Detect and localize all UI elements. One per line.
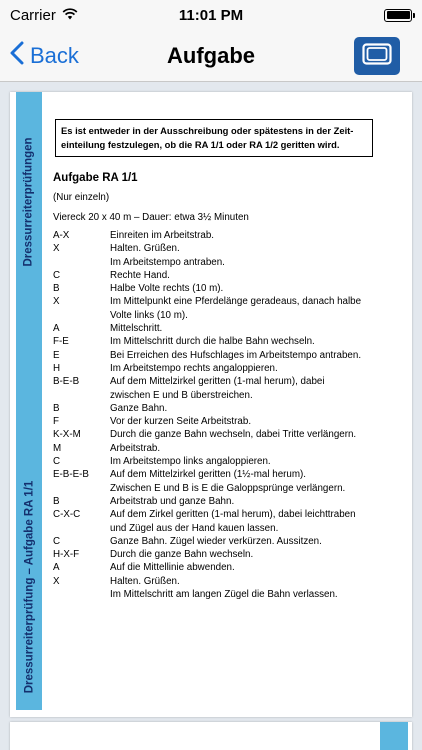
task-letter: H-X-F xyxy=(53,549,80,561)
task-list xyxy=(53,229,383,601)
task-row xyxy=(53,588,383,601)
task-letter: C xyxy=(53,535,61,547)
task-row xyxy=(53,522,383,535)
task-letter: B xyxy=(53,495,60,507)
task-letter: K-X-M xyxy=(53,429,81,441)
task-letter: C xyxy=(53,456,61,468)
battery-icon xyxy=(384,9,412,22)
navigation-bar xyxy=(0,30,422,82)
task-row xyxy=(53,415,383,428)
task-letter xyxy=(53,389,110,402)
task-row xyxy=(53,575,383,588)
task-row xyxy=(53,402,383,415)
task-description: Durch die ganze Bahn wechseln, dabei Tritte verlängern. xyxy=(110,429,357,441)
task-title: Aufgabe RA 1/1 xyxy=(53,172,138,184)
task-description: Rechte Hand. xyxy=(110,269,170,281)
task-description: Arbeitstrab. xyxy=(110,442,161,454)
monitor-icon xyxy=(362,43,392,70)
task-letter: F xyxy=(53,416,59,428)
document-scroll-area[interactable] xyxy=(0,82,422,750)
task-letter: C xyxy=(53,269,61,281)
task-description: und Zügel aus der Hand kauen lassen. xyxy=(110,522,279,534)
task-letter: F-E xyxy=(53,336,69,348)
task-row xyxy=(53,282,383,295)
task-letter: X xyxy=(53,243,60,255)
arena-info: Viereck 20 x 40 m – Dauer: etwa 3½ Minuten xyxy=(53,212,249,223)
page-title: Aufgabe xyxy=(167,42,255,68)
task-description: Halbe Volte rechts (10 m). xyxy=(110,283,224,295)
task-letter xyxy=(53,482,110,495)
task-row xyxy=(53,482,383,495)
task-letter: B-E-B xyxy=(53,376,80,388)
status-time: 11:01 PM xyxy=(178,6,244,24)
task-row xyxy=(53,295,383,308)
task-note: (Nur einzeln) xyxy=(53,192,110,203)
task-row xyxy=(53,242,383,255)
task-description: Einreiten im Arbeitstrab. xyxy=(110,230,215,241)
task-letter: C-X-C xyxy=(53,509,81,521)
task-description: Im Mittelschritt am langen Zügel die Bahn verlassen. xyxy=(110,589,338,601)
task-description: Im Mittelschritt durch die halbe Bahn wechseln. xyxy=(110,336,315,348)
task-letter: X xyxy=(53,296,60,308)
task-description: zwischen E und B überstreichen. xyxy=(110,389,253,401)
task-row xyxy=(53,455,383,468)
task-letter: A xyxy=(53,323,60,335)
task-row xyxy=(53,468,383,481)
task-description: Halten. Grüßen. xyxy=(110,575,180,587)
task-row xyxy=(53,229,383,242)
status-bar xyxy=(0,0,422,30)
task-description: Vor der kurzen Seite Arbeitstrab. xyxy=(110,416,252,428)
back-button[interactable] xyxy=(10,38,79,74)
task-description: Mittelschritt. xyxy=(110,323,163,335)
task-letter xyxy=(53,588,110,601)
task-letter: H xyxy=(53,362,61,374)
task-row xyxy=(53,375,383,388)
next-document-page xyxy=(10,722,412,750)
task-letter: E-B-E-B xyxy=(53,469,89,481)
next-page-stripe xyxy=(380,722,408,750)
task-row xyxy=(53,535,383,548)
task-description: Durch die ganze Bahn wechseln. xyxy=(110,549,254,561)
task-description: Auf die Mittellinie abwenden. xyxy=(110,562,235,574)
task-description: Im Arbeitstempo links angaloppieren. xyxy=(110,456,271,468)
task-row xyxy=(53,389,383,402)
task-row xyxy=(53,256,383,269)
monitor-button[interactable] xyxy=(354,37,400,75)
side-label-bottom: Dressurreiterprüfung – Aufgabe RA 1/1 xyxy=(23,480,35,694)
task-description: Ganze Bahn. xyxy=(110,402,168,414)
task-row xyxy=(53,508,383,521)
task-description: Halten. Grüßen. xyxy=(110,243,180,255)
status-right xyxy=(272,9,412,22)
task-letter: M xyxy=(53,442,62,454)
task-letter xyxy=(53,309,110,322)
back-label: Back xyxy=(30,43,79,68)
task-description: Auf dem Mittelzirkel geritten (1½-mal herum). xyxy=(110,469,306,481)
task-description: Volte links (10 m). xyxy=(110,309,188,321)
task-description: Auf dem Mittelzirkel geritten (1-mal herum), dabei xyxy=(110,376,325,388)
task-description: Arbeitstrab und ganze Bahn. xyxy=(110,495,235,507)
task-letter: X xyxy=(53,575,60,587)
task-letter: E xyxy=(53,349,60,361)
task-description: Zwischen E und B is E die Galoppsprünge verlängern. xyxy=(110,482,346,494)
task-row xyxy=(53,269,383,282)
task-letter xyxy=(53,522,110,535)
task-row xyxy=(53,362,383,375)
carrier-label: Carrier xyxy=(10,6,56,24)
task-letter: B xyxy=(53,402,60,414)
task-row xyxy=(53,495,383,508)
wifi-icon xyxy=(62,7,78,24)
task-row xyxy=(53,442,383,455)
task-description: Auf dem Zirkel geritten (1-mal herum), dabei leichttraben xyxy=(110,509,356,521)
task-row xyxy=(53,548,383,561)
task-description: Bei Erreichen des Hufschlages im Arbeitstempo antraben. xyxy=(110,349,362,361)
task-row xyxy=(53,561,383,574)
task-description: Im Arbeitstempo rechts angaloppieren. xyxy=(110,362,278,374)
task-row xyxy=(53,335,383,348)
task-row xyxy=(53,428,383,441)
task-letter: A-X xyxy=(53,230,70,241)
task-letter: A xyxy=(53,562,60,574)
task-row xyxy=(53,309,383,322)
task-letter: B xyxy=(53,283,60,295)
document-page xyxy=(10,92,412,717)
task-row xyxy=(53,349,383,362)
task-description: Im Mittelpunkt eine Pferdelänge geradeaus, danach halbe xyxy=(110,296,362,308)
notice-box: Es ist entweder in der Ausschreibung oder spätestens in der Zeit- einteilung festzulegen, ob die RA 1/1 oder RA 1/2 geritten wird. xyxy=(55,119,373,157)
task-description: Im Arbeitstempo antraben. xyxy=(110,256,225,268)
task-description: Ganze Bahn. Zügel wieder verkürzen. Aussitzen. xyxy=(110,535,322,547)
task-letter xyxy=(53,256,110,269)
chevron-left-icon xyxy=(10,41,24,71)
status-left xyxy=(10,7,150,24)
task-row xyxy=(53,322,383,335)
side-label-top: Dressurreiterprüfungen xyxy=(23,137,35,267)
